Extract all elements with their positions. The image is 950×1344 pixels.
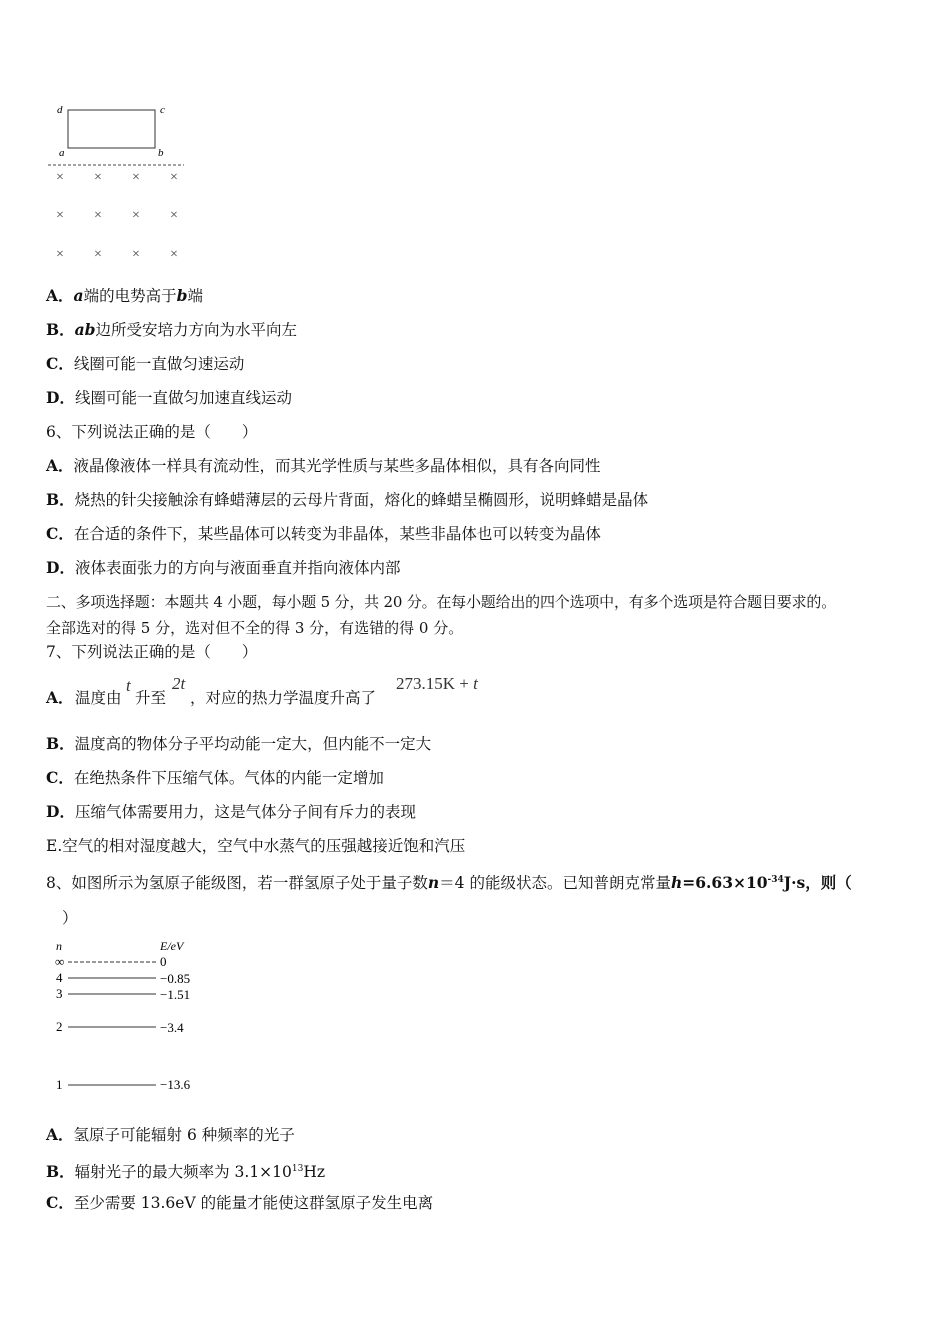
label-d: d [57, 104, 63, 116]
q8-stem: 8、如图所示为氢原子能级图，若一群氢原子处于量子数n＝4 的能级状态。已知普朗克常量$h=6.63\times 10^{-34}J\cdot s$，则（ [46, 873, 852, 892]
field-crosses [56, 170, 178, 262]
level-e-2: −3.4 [160, 1020, 184, 1035]
q5-option-b: B．ab边所受安培力方向为水平向左 [46, 320, 298, 339]
cross-mark: × [170, 208, 178, 223]
q6-stem: 6、下列说法正确的是（ ） [46, 423, 258, 441]
cross-mark: × [170, 170, 178, 185]
coil-rectangle [68, 110, 155, 148]
section2-instructions-2: 全部选对的得 5 分，选对但不全的得 3 分，有选错的得 0 分。 [46, 619, 464, 637]
col-n-label: n [56, 939, 62, 953]
level-e-inf: 0 [160, 954, 167, 969]
q7-stem: 7、下列说法正确的是（ ） [46, 643, 258, 661]
loop-field-figure [46, 96, 196, 266]
level-n-4: 4 [56, 970, 63, 985]
q5-option-d: D．线圈可能一直做匀加速直线运动 [46, 388, 292, 407]
q5-option-c: C．线圈可能一直做匀速运动 [46, 354, 245, 373]
label-b: b [158, 147, 164, 159]
q8-option-b: B．辐射光子的最大频率为 $3.1\times 10^{13}Hz$ [46, 1162, 326, 1181]
level-e-4: −0.85 [160, 971, 191, 986]
label-a: a [59, 147, 65, 159]
q8-stem-close: ） [62, 909, 78, 927]
q8-option-a: A．氢原子可能辐射 6 种频率的光子 [46, 1125, 295, 1144]
level-n-2: 2 [56, 1019, 63, 1034]
section2-instructions-1: 二、多项选择题：本题共 4 小题，每小题 5 分，共 20 分。在每小题给出的四个选项中，有多个选项是符合题目要求的。 [46, 593, 836, 611]
level-e-3: −1.51 [160, 987, 191, 1002]
q5-option-a: A．a端的电势高于b端 [46, 286, 203, 305]
q7-option-b: B．温度高的物体分子平均动能一定大，但内能不一定大 [46, 734, 432, 753]
q8-option-c: C．至少需要 13.6eV 的能量才能使这群氢原子发生电离 [46, 1193, 434, 1212]
cross-mark: × [170, 247, 178, 262]
level-n-3: 3 [56, 986, 63, 1001]
label-c: c [160, 104, 165, 116]
q7-option-e: E.空气的相对湿度越大，空气中水蒸气的压强越接近饱和汽压 [46, 837, 466, 855]
q6-option-b: B．烧热的针尖接触涂有蜂蜡薄层的云母片背面，熔化的蜂蜡呈椭圆形，说明蜂蜡是晶体 [46, 490, 649, 509]
cross-mark: × [56, 170, 64, 185]
col-e-label: E/eV [160, 939, 184, 953]
level-e-1: −13.6 [160, 1077, 191, 1092]
level-n-1: 1 [56, 1077, 63, 1092]
q6-option-a: A．液晶像液体一样具有流动性，而其光学性质与某些多晶体相似，具有各向同性 [46, 456, 601, 475]
cross-mark: × [94, 208, 102, 223]
energy-level-diagram [46, 936, 206, 1100]
cross-mark: × [94, 247, 102, 262]
cross-mark: × [132, 170, 140, 185]
cross-mark: × [132, 247, 140, 262]
q7-option-d: D．压缩气体需要用力，这是气体分子间有斥力的表现 [46, 802, 416, 821]
cross-mark: × [56, 247, 64, 262]
cross-mark: × [56, 208, 64, 223]
q6-option-c: C．在合适的条件下，某些晶体可以转变为非晶体，某些非晶体也可以转变为晶体 [46, 524, 601, 543]
q7-option-c: C．在绝热条件下压缩气体。气体的内能一定增加 [46, 768, 384, 787]
cross-mark: × [94, 170, 102, 185]
q6-option-d: D．液体表面张力的方向与液面垂直并指向液体内部 [46, 558, 401, 577]
level-n-inf: ∞ [55, 954, 65, 969]
cross-mark: × [132, 208, 140, 223]
